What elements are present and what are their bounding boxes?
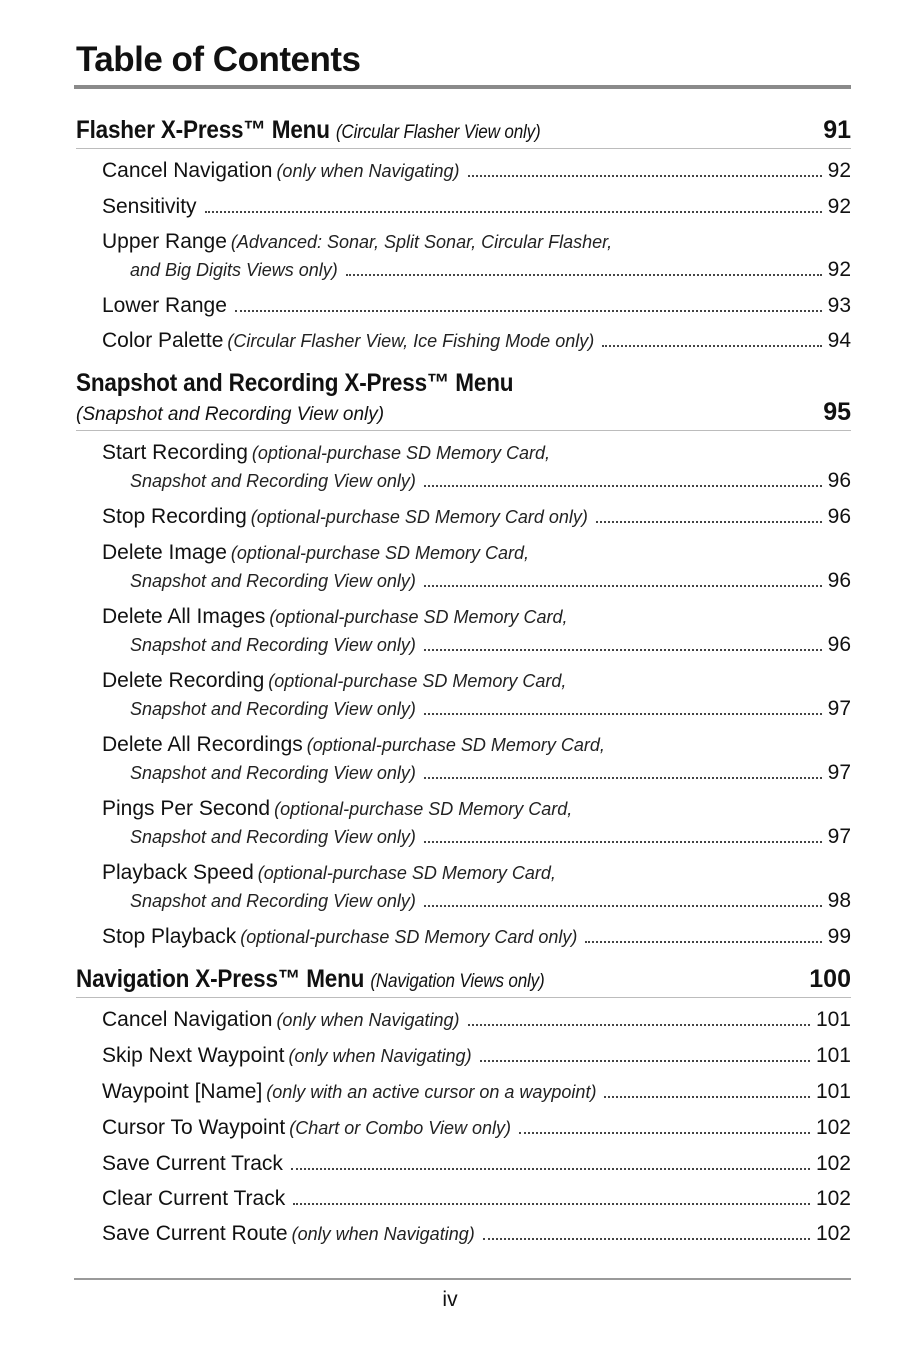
entry-line bbox=[102, 1078, 851, 1106]
toc-entry[interactable] bbox=[76, 539, 851, 595]
section-heading bbox=[76, 116, 851, 149]
entry-name: Delete All Recordings bbox=[102, 733, 303, 756]
entry-name: Save Current Route bbox=[102, 1222, 288, 1245]
title-rule bbox=[74, 85, 851, 89]
entry-name: Stop Playback bbox=[102, 925, 237, 948]
entry-name: Lower Range bbox=[102, 294, 227, 317]
entry-note-continued: Snapshot and Recording View only) bbox=[130, 571, 416, 591]
entry-line bbox=[102, 157, 851, 185]
entry-line bbox=[102, 1185, 851, 1212]
entry-note: (only when Navigating) bbox=[276, 1010, 460, 1030]
section-title-group bbox=[76, 965, 545, 994]
entry-line bbox=[102, 327, 851, 355]
toc-entry[interactable] bbox=[76, 1114, 851, 1142]
toc-entry[interactable] bbox=[76, 193, 851, 220]
section-title-group bbox=[76, 116, 541, 145]
entry-first-line bbox=[102, 539, 851, 567]
entry-line bbox=[102, 1114, 851, 1142]
entry-note: (optional-purchase SD Memory Card only) bbox=[250, 507, 588, 527]
entry-continuation-line bbox=[102, 567, 851, 595]
toc-entry[interactable] bbox=[76, 667, 851, 723]
page-title: Table of Contents bbox=[76, 40, 361, 79]
dot-leader bbox=[424, 905, 822, 907]
dot-leader bbox=[293, 1203, 810, 1205]
entry-continuation-line bbox=[102, 467, 851, 495]
dot-leader bbox=[480, 1060, 810, 1062]
entry-name: Clear Current Track bbox=[102, 1187, 286, 1210]
entry-first-line bbox=[102, 603, 851, 631]
entry-name: Waypoint [Name] bbox=[102, 1080, 263, 1103]
entry-note: (optional-purchase SD Memory Card only) bbox=[240, 927, 578, 947]
entry-continuation-line bbox=[102, 695, 851, 723]
section-note: (Circular Flasher View only) bbox=[335, 122, 541, 143]
entry-name: Delete Image bbox=[102, 541, 227, 564]
toc-entry[interactable] bbox=[76, 1220, 851, 1248]
entry-line bbox=[102, 923, 851, 951]
toc-entry[interactable] bbox=[76, 157, 851, 185]
toc-entry[interactable] bbox=[76, 603, 851, 659]
toc-entry[interactable] bbox=[76, 1078, 851, 1106]
entry-line bbox=[102, 1220, 851, 1248]
entry-page: 97 bbox=[827, 697, 851, 720]
entry-note: (optional-purchase SD Memory Card, bbox=[251, 443, 551, 463]
entry-note: (optional-purchase SD Memory Card, bbox=[268, 671, 567, 691]
entry-page: 101 bbox=[815, 1008, 851, 1031]
dot-leader bbox=[483, 1238, 810, 1240]
toc-entry[interactable] bbox=[76, 1006, 851, 1034]
entry-note-continued: and Big Digits Views only) bbox=[130, 260, 338, 280]
entry-note-continued: Snapshot and Recording View only) bbox=[130, 827, 416, 847]
section-note: (Snapshot and Recording View only) bbox=[76, 404, 385, 425]
footer-rule bbox=[74, 1278, 851, 1280]
toc-entry[interactable] bbox=[76, 923, 851, 951]
entry-first-line bbox=[102, 228, 851, 256]
toc-entry[interactable] bbox=[76, 731, 851, 787]
entry-page: 92 bbox=[827, 159, 851, 182]
section-title-line bbox=[76, 965, 851, 994]
toc-entry[interactable] bbox=[76, 1042, 851, 1070]
entry-page: 92 bbox=[827, 195, 851, 218]
entry-continuation-line bbox=[102, 631, 851, 659]
dot-leader bbox=[424, 585, 822, 587]
entry-name: Sensitivity bbox=[102, 195, 197, 218]
dot-leader bbox=[424, 713, 822, 715]
entry-name: Save Current Track bbox=[102, 1152, 283, 1175]
entry-page: 96 bbox=[827, 505, 851, 528]
section-page: 100 bbox=[809, 965, 851, 993]
dot-leader bbox=[235, 310, 822, 312]
dot-leader bbox=[346, 274, 822, 276]
entry-line bbox=[102, 292, 851, 319]
entry-name: Delete Recording bbox=[102, 669, 265, 692]
dot-leader bbox=[585, 941, 821, 943]
entry-note: (optional-purchase SD Memory Card, bbox=[257, 863, 556, 883]
entry-first-line bbox=[102, 795, 851, 823]
section-title: Snapshot and Recording X-Press™ Menu bbox=[76, 369, 514, 397]
entry-first-line bbox=[102, 439, 851, 467]
entry-note: (optional-purchase SD Memory Card, bbox=[306, 735, 605, 755]
section-page: 91 bbox=[823, 116, 851, 144]
entry-note: (Chart or Combo View only) bbox=[289, 1118, 511, 1138]
entry-note: (only when Navigating) bbox=[288, 1046, 472, 1066]
entry-page: 101 bbox=[815, 1044, 851, 1067]
entry-name: Cursor To Waypoint bbox=[102, 1116, 286, 1139]
entry-name: Upper Range bbox=[102, 230, 227, 253]
section-heading bbox=[76, 369, 851, 431]
entry-page: 93 bbox=[827, 294, 851, 317]
entry-line bbox=[102, 503, 851, 531]
section-title-line bbox=[76, 116, 851, 145]
entry-note: (only when Navigating) bbox=[276, 161, 460, 181]
entry-note: (Advanced: Sonar, Split Sonar, Circular Flasher, bbox=[230, 232, 613, 252]
entry-name: Skip Next Waypoint bbox=[102, 1044, 285, 1067]
entry-continuation-line bbox=[102, 256, 851, 284]
toc-entry[interactable] bbox=[76, 439, 851, 495]
entry-continuation-line bbox=[102, 759, 851, 787]
section-title: Navigation X-Press™ Menu bbox=[76, 965, 365, 993]
dot-leader bbox=[604, 1096, 810, 1098]
entry-note-continued: Snapshot and Recording View only) bbox=[130, 891, 416, 911]
entry-page: 92 bbox=[827, 258, 851, 281]
section-title: Flasher X-Press™ Menu bbox=[76, 116, 330, 144]
toc-section bbox=[76, 116, 851, 355]
entry-page: 98 bbox=[827, 889, 851, 912]
dot-leader bbox=[424, 649, 822, 651]
entry-first-line bbox=[102, 859, 851, 887]
section-heading bbox=[76, 965, 851, 998]
entry-note: (optional-purchase SD Memory Card, bbox=[274, 799, 573, 819]
entry-name: Stop Recording bbox=[102, 505, 247, 528]
entry-note-continued: Snapshot and Recording View only) bbox=[130, 635, 416, 655]
entry-name: Delete All Images bbox=[102, 605, 266, 628]
entry-continuation-line bbox=[102, 887, 851, 915]
entry-note: (optional-purchase SD Memory Card, bbox=[230, 543, 530, 563]
table-of-contents bbox=[76, 116, 851, 1262]
entry-note-continued: Snapshot and Recording View only) bbox=[130, 699, 416, 719]
dot-leader bbox=[291, 1168, 810, 1170]
entry-name: Start Recording bbox=[102, 441, 248, 464]
toc-section bbox=[76, 369, 851, 951]
entry-page: 102 bbox=[815, 1152, 851, 1175]
entry-note: (only when Navigating) bbox=[291, 1224, 475, 1244]
entry-name: Color Palette bbox=[102, 329, 224, 352]
entry-page: 102 bbox=[815, 1222, 851, 1245]
dot-leader bbox=[205, 211, 822, 213]
entry-name: Cancel Navigation bbox=[102, 159, 273, 182]
page-number: iv bbox=[442, 1288, 458, 1311]
entry-note-continued: Snapshot and Recording View only) bbox=[130, 763, 416, 783]
toc-entry[interactable] bbox=[76, 292, 851, 319]
entry-page: 102 bbox=[815, 1187, 851, 1210]
entry-page: 94 bbox=[827, 329, 851, 352]
entry-page: 99 bbox=[827, 925, 851, 948]
toc-entry[interactable] bbox=[76, 859, 851, 915]
toc-entry[interactable] bbox=[76, 327, 851, 355]
dot-leader bbox=[424, 485, 822, 487]
entry-page: 97 bbox=[827, 761, 851, 784]
section-title-line bbox=[76, 369, 851, 398]
entry-line bbox=[102, 1150, 851, 1177]
entry-note: (Circular Flasher View, Ice Fishing Mode only) bbox=[227, 331, 595, 351]
entry-note-continued: Snapshot and Recording View only) bbox=[130, 471, 416, 491]
entry-line bbox=[102, 1006, 851, 1034]
toc-section bbox=[76, 965, 851, 1248]
toc-entry[interactable] bbox=[76, 228, 851, 284]
entry-name: Pings Per Second bbox=[102, 797, 271, 820]
dot-leader bbox=[602, 345, 821, 347]
entry-page: 96 bbox=[827, 569, 851, 592]
entry-continuation-line bbox=[102, 823, 851, 851]
entry-page: 97 bbox=[827, 825, 851, 848]
entry-line bbox=[102, 1042, 851, 1070]
dot-leader bbox=[424, 777, 822, 779]
toc-entry[interactable] bbox=[76, 1185, 851, 1212]
toc-entry[interactable] bbox=[76, 503, 851, 531]
entry-page: 96 bbox=[827, 633, 851, 656]
entry-page: 102 bbox=[815, 1116, 851, 1139]
entry-name: Playback Speed bbox=[102, 861, 254, 884]
entry-page: 96 bbox=[827, 469, 851, 492]
toc-entry[interactable] bbox=[76, 795, 851, 851]
entry-note: (optional-purchase SD Memory Card, bbox=[269, 607, 568, 627]
dot-leader bbox=[468, 175, 822, 177]
dot-leader bbox=[519, 1132, 810, 1134]
section-note-line bbox=[76, 398, 851, 427]
entry-note: (only with an active cursor on a waypoint) bbox=[266, 1082, 597, 1102]
dot-leader bbox=[424, 841, 822, 843]
section-note: (Navigation Views only) bbox=[370, 971, 545, 992]
section-page: 95 bbox=[823, 398, 851, 426]
entry-first-line bbox=[102, 731, 851, 759]
dot-leader bbox=[468, 1024, 810, 1026]
dot-leader bbox=[596, 521, 822, 523]
entry-page: 101 bbox=[815, 1080, 851, 1103]
toc-entry[interactable] bbox=[76, 1150, 851, 1177]
entry-first-line bbox=[102, 667, 851, 695]
entry-name: Cancel Navigation bbox=[102, 1008, 273, 1031]
entry-line bbox=[102, 193, 851, 220]
